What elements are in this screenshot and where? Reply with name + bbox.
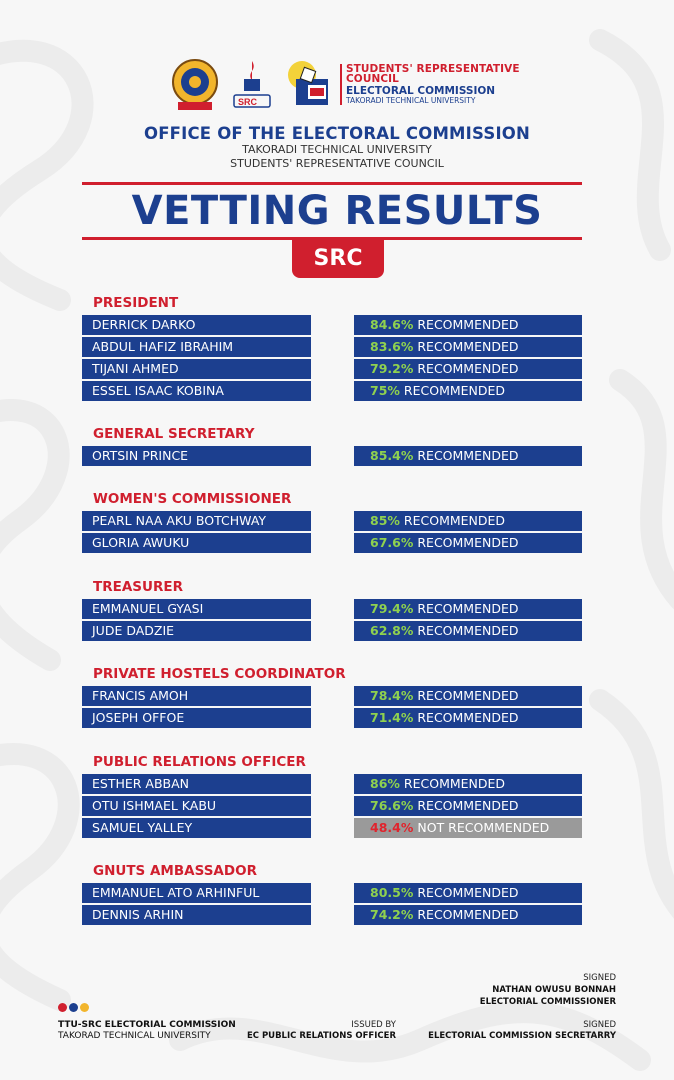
score-percent: 74.2% <box>370 907 414 922</box>
src-logo-icon <box>228 57 276 111</box>
vetting-result <box>354 818 582 838</box>
candidate-row <box>0 621 674 641</box>
candidate-row <box>0 686 674 706</box>
vetting-result <box>354 708 582 728</box>
candidate-row <box>0 818 674 838</box>
score-percent: 75% <box>370 383 400 398</box>
verdict-label: RECOMMENDED <box>403 383 506 398</box>
verdict-label: RECOMMENDED <box>417 688 519 703</box>
verdict-label: RECOMMENDED <box>417 907 519 922</box>
council-name: STUDENTS' REPRESENTATIVE COUNCIL <box>230 157 444 170</box>
verdict-label: RECOMMENDED <box>403 776 506 791</box>
footer-organization: TTU-SRC ELECTORIAL COMMISSION TAKORAD TECHNICAL UNIVERSITY <box>58 1020 236 1041</box>
vetting-result <box>354 686 582 706</box>
candidate-row <box>0 708 674 728</box>
vetting-result <box>354 446 582 466</box>
vetting-result <box>354 883 582 903</box>
candidate-row <box>0 359 674 379</box>
candidate-name: TIJANI AHMED <box>82 359 311 379</box>
vetting-result <box>354 621 582 641</box>
vetting-result <box>354 511 582 531</box>
header-logos <box>170 56 520 112</box>
section-title: GENERAL SECRETARY <box>93 426 255 442</box>
candidate-name: EMMANUEL GYASI <box>82 599 311 619</box>
page-title: VETTING RESULTS <box>131 188 543 234</box>
verdict-label: RECOMMENDED <box>417 885 519 900</box>
vetting-result <box>354 337 582 357</box>
score-percent: 67.6% <box>370 535 414 550</box>
vetting-result <box>354 796 582 816</box>
candidate-name: ABDUL HAFIZ IBRAHIM <box>82 337 311 357</box>
footer-signature-secretary: SIGNED ELECTORIAL COMMISSION SECRETARRY <box>428 1020 616 1041</box>
verdict-label: RECOMMENDED <box>417 339 519 354</box>
office-title: OFFICE OF THE ELECTORAL COMMISSION <box>143 124 531 143</box>
candidate-name: ESSEL ISAAC KOBINA <box>82 381 311 401</box>
src-badge: SRC <box>292 240 384 278</box>
score-percent: 79.4% <box>370 601 414 616</box>
vetting-result <box>354 599 582 619</box>
score-percent: 85% <box>370 513 400 528</box>
verdict-label: RECOMMENDED <box>417 535 519 550</box>
score-percent: 76.6% <box>370 798 414 813</box>
candidate-row <box>0 599 674 619</box>
vetting-result <box>354 905 582 925</box>
score-percent: 80.5% <box>370 885 414 900</box>
candidate-row <box>0 511 674 531</box>
score-percent: 48.4% <box>370 820 414 835</box>
verdict-label: RECOMMENDED <box>417 623 519 638</box>
svg-text:SRC: SRC <box>238 97 258 107</box>
yellow-dot <box>80 1003 89 1012</box>
candidate-row <box>0 883 674 903</box>
verdict-label: RECOMMENDED <box>417 317 519 332</box>
score-percent: 85.4% <box>370 448 414 463</box>
electoral-commission-wordmark: STUDENTS' REPRESENTATIVE COUNCIL ELECTORAL COMMISSION TAKORADI TECHNICAL UNIVERSITY <box>340 64 520 105</box>
section-title: PUBLIC RELATIONS OFFICER <box>93 754 306 770</box>
score-percent: 62.8% <box>370 623 414 638</box>
candidate-name: DERRICK DARKO <box>82 315 311 335</box>
candidate-name: OTU ISHMAEL KABU <box>82 796 311 816</box>
vetting-result <box>354 774 582 794</box>
verdict-label: NOT RECOMMENDED <box>417 820 550 835</box>
blue-dot <box>69 1003 78 1012</box>
candidate-name: JOSEPH OFFOE <box>82 708 311 728</box>
score-percent: 71.4% <box>370 710 414 725</box>
red-dot <box>58 1003 67 1012</box>
ballot-box-icon <box>284 57 334 111</box>
verdict-label: RECOMMENDED <box>417 601 519 616</box>
candidate-row <box>0 381 674 401</box>
candidate-name: EMMANUEL ATO ARHINFUL <box>82 883 311 903</box>
verdict-label: RECOMMENDED <box>403 513 506 528</box>
verdict-label: RECOMMENDED <box>417 798 519 813</box>
candidate-row <box>0 315 674 335</box>
ttu-crest-icon <box>170 56 220 112</box>
candidate-name: DENNIS ARHIN <box>82 905 311 925</box>
vetting-result <box>354 359 582 379</box>
candidate-name: ESTHER ABBAN <box>82 774 311 794</box>
candidate-row <box>0 533 674 553</box>
footer-signature-commissioner: SIGNED NATHAN OWUSU BONNAH ELECTORIAL COMMISSIONER <box>479 973 616 1007</box>
candidate-row <box>0 446 674 466</box>
score-percent: 84.6% <box>370 317 414 332</box>
candidate-row <box>0 796 674 816</box>
footer-issuer: ISSUED BY EC PUBLIC RELATIONS OFFICER <box>246 1020 396 1041</box>
section-title: TREASURER <box>93 579 183 595</box>
score-percent: 79.2% <box>370 361 414 376</box>
score-percent: 86% <box>370 776 400 791</box>
section-title: WOMEN'S COMMISSIONER <box>93 491 292 507</box>
footer-dots <box>58 1003 89 1012</box>
section-title: PRESIDENT <box>93 295 179 311</box>
verdict-label: RECOMMENDED <box>417 710 519 725</box>
candidate-row <box>0 774 674 794</box>
vetting-result <box>354 381 582 401</box>
candidate-name: GLORIA AWUKU <box>82 533 311 553</box>
top-divider <box>82 182 582 185</box>
section-title: PRIVATE HOSTELS COORDINATOR <box>93 666 346 682</box>
score-percent: 78.4% <box>370 688 414 703</box>
candidate-row <box>0 337 674 357</box>
vetting-result <box>354 315 582 335</box>
candidate-name: PEARL NAA AKU BOTCHWAY <box>82 511 311 531</box>
score-percent: 83.6% <box>370 339 414 354</box>
verdict-label: RECOMMENDED <box>417 361 519 376</box>
candidate-name: ORTSIN PRINCE <box>82 446 311 466</box>
candidate-row <box>0 905 674 925</box>
section-title: GNUTS AMBASSADOR <box>93 863 257 879</box>
candidate-name: SAMUEL YALLEY <box>82 818 311 838</box>
candidate-name: JUDE DADZIE <box>82 621 311 641</box>
candidate-name: FRANCIS AMOH <box>82 686 311 706</box>
vetting-result <box>354 533 582 553</box>
verdict-label: RECOMMENDED <box>417 448 519 463</box>
university-name: TAKORADI TECHNICAL UNIVERSITY <box>242 143 432 156</box>
